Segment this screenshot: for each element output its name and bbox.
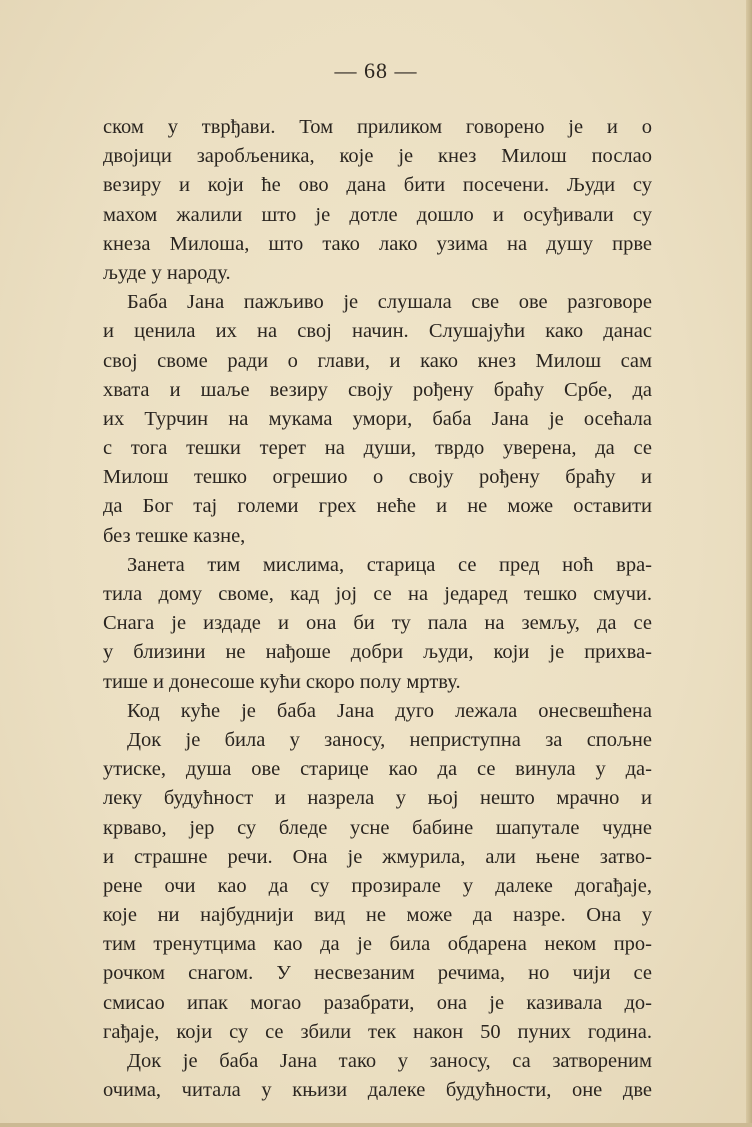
text-line: ском у тврђави. Том приликом говорено је и о	[103, 116, 652, 138]
text-line: рочком снагом. У несвезаним речима, но чији се	[103, 962, 652, 985]
text-line: Баба Јана пажљиво је слушала све ове разговоре	[127, 291, 652, 314]
text-line: Занета тим мислима, старица се пред ноћ вра-	[127, 553, 652, 576]
text-line: гађаје, који су се збили тек након 50 пуних година.	[103, 1020, 652, 1043]
text-line: и ценила их на свој начин. Слушајући како данас	[103, 320, 652, 343]
text-line: у близини не нађоше добри људи, који је прихва-	[103, 641, 652, 664]
text-line: Милош тешко огрешио о своју рођену браћу и	[103, 466, 652, 489]
text-line: свој своме ради о глави, и како кнез Милош сам	[103, 349, 652, 372]
text-line: кнеза Милоша, што тако лако узима на душу прве	[103, 232, 652, 255]
page-edge-bottom	[0, 1123, 752, 1127]
text-line: које ни најбуднији вид не може да назре. Она у	[103, 904, 652, 927]
text-line: Док је била у заносу, неприступна за спољне	[127, 728, 652, 751]
text-line: да Бог тај големи грех неће и не може оставити	[103, 495, 652, 518]
text-line: и страшне речи. Она је жмурила, али њене затво-	[103, 845, 652, 868]
text-line: људе у народу.	[103, 261, 231, 284]
text-line: смисао ипак могао разабрати, она је казивала до-	[103, 991, 652, 1014]
text-line: двојици заробљеника, које је кнез Милош послао	[103, 145, 652, 168]
text-line: тише и донесоше кући скоро полу мртву.	[103, 670, 461, 693]
text-line: Док је баба Јана тако у заносу, са затвореним	[127, 1050, 652, 1072]
text-line: их Турчин на мукама умори, баба Јана је осећала	[103, 407, 652, 430]
text-line: леку будућност и назрела у њој нешто мрачно и	[103, 787, 652, 810]
text-line: утиске, душа ове старице као да се винула у да-	[103, 758, 652, 781]
text-line: очима, читала у књизи далеке будућности, оне две	[103, 1079, 652, 1102]
text-line: Снага је издаде и она би ту пала на земљу, да се	[103, 612, 652, 635]
text-line: крваво, јер су бледе усне бабине шапутале чудне	[103, 816, 652, 839]
text-line: с тога тешки терет на души, тврдо уверена, да се	[103, 437, 652, 460]
text-line: махом жалили што је дотле дошло и осуђивали су	[103, 203, 652, 226]
text-line: тила дому своме, кад јој се на једаред тешко смучи.	[103, 583, 652, 605]
text-line: Код куће је баба Јана дуго лежала онесвешћена	[127, 699, 652, 722]
page-number: — 68 —	[334, 58, 418, 83]
text-line: хвата и шаље везиру своју рођену браћу Србе, да	[103, 378, 652, 401]
text-line: рене очи као да су прозирале у далеке догађаје,	[103, 874, 652, 897]
text-line: везиру и који ће ово дана бити посечени. Људи су	[103, 174, 652, 197]
body-text	[103, 113, 652, 1105]
text-line: без тешке казне,	[103, 524, 246, 547]
page-edge-right	[746, 0, 752, 1127]
text-line: тим тренутцима као да је била обдарена неком про-	[103, 933, 652, 956]
